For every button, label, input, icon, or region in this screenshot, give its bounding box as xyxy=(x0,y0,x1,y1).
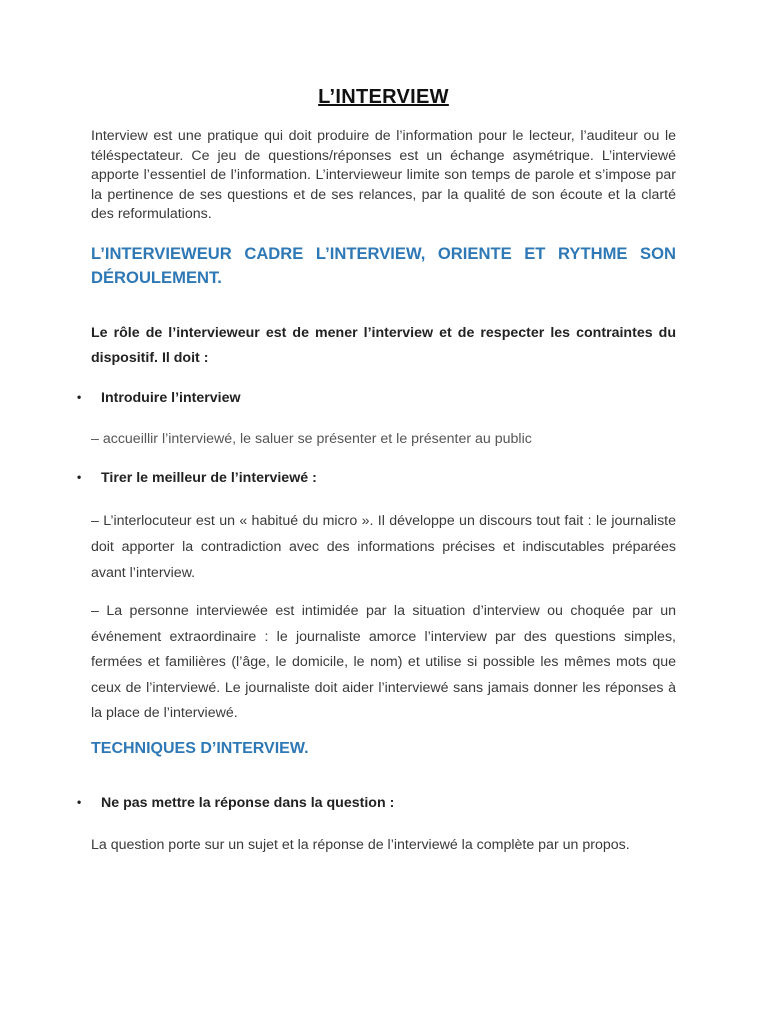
bullet-paragraph-accueillir: – accueillir l’interviewé, le saluer se présenter et le présenter au public xyxy=(91,431,532,447)
paragraph-interlocuteur: – L’interlocuteur est un « habitué du micro ». Il développe un discours tout fait : le journaliste doit apporter la contradiction avec des informations précises et indiscutables préparées avant l’interview. xyxy=(91,513,676,581)
bullet-label: Ne pas mettre la réponse dans la question : xyxy=(101,795,395,811)
section-heading-techniques: TECHNIQUES D’INTERVIEW. xyxy=(91,740,309,757)
bullet-label: Introduire l’interview xyxy=(101,390,241,406)
bullet-icon: • xyxy=(77,470,82,484)
paragraph-personne-intimidee: – La personne interviewée est intimidée par la situation d’interview ou choquée par un événement extraordinaire : le journaliste amorce l’interview par des questions simples, fermées et familières (l’âge, le domicile, le nom) et utilise si possible les mêmes mots que ceux de l’interviewé. Le journaliste doit aider l’interviewé sans jamais donner les réponses à la place de l’interviewé. xyxy=(91,603,676,721)
intro-paragraph: Interview est une pratique qui doit produire de l’information pour le lecteur, l’auditeur ou le téléspectateur. Ce jeu de questions/réponses est un échange asymétrique. L’interviewé apporte l’essentiel de l’information. L’intervieweur limite son temps de parole et s’impose par la pertinence de ses questions et de ses relances, par la qualité de son écoute et la clarté des reformulations. xyxy=(91,128,676,222)
bullet-label: Tirer le meilleur de l’interviewé : xyxy=(101,470,317,486)
page-title: L’INTERVIEW xyxy=(318,86,449,108)
paragraph-question-sujet: La question porte sur un sujet et la réponse de l’interviewé la complète par un propos. xyxy=(91,837,630,853)
section-heading-intervieweur: L’INTERVIEWEUR CADRE L’INTERVIEW, ORIENTE ET RYTHME SON DÉROULEMENT. xyxy=(91,244,676,287)
bullet-icon: • xyxy=(77,390,82,404)
lead-paragraph: Le rôle de l’intervieweur est de mener l’interview et de respecter les contraintes du dispositif. Il doit : xyxy=(91,325,676,366)
bullet-icon: • xyxy=(77,795,82,809)
